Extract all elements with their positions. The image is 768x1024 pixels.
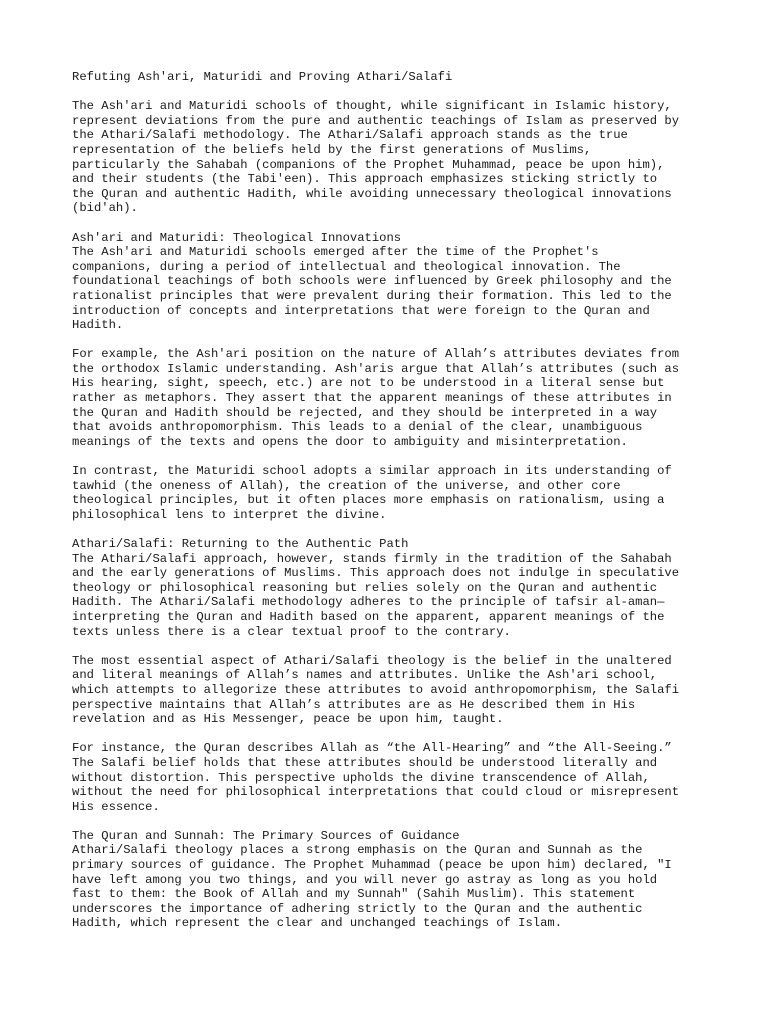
section-block [72, 654, 712, 727]
paragraph [72, 741, 712, 814]
paragraph-line: foundational teachings of both schools were influenced by Greek philosophy and the [72, 274, 672, 289]
paragraph-line: interpreting the Quran and Hadith based on the apparent, apparent meanings of the [72, 609, 665, 624]
paragraph-line: representation of the beliefs held by the first generations of Muslims, [72, 142, 592, 157]
paragraph-line: the Quran and authentic Hadith, while avoiding unnecessary theological innovations [72, 186, 672, 201]
paragraph-line: theology or philosophical reasoning but relies solely on the Quran and authentic [72, 580, 658, 595]
paragraph-line: His hearing, sight, speech, etc.) are not to be understood in a literal sense but [72, 376, 665, 391]
paragraph [72, 99, 712, 216]
paragraph-line: the Athari/Salafi methodology. The Athari/Salafi approach stands as the true [72, 128, 628, 143]
paragraph-line: primary sources of guidance. The Prophet Muhammad (peace be upon him) declared, "I [72, 858, 672, 873]
paragraph-line: underscores the importance of adhering strictly to the Quran and the authentic [72, 901, 643, 916]
paragraph-line: (bid'ah). [72, 201, 138, 216]
paragraph-line: theological principles, but it often places more emphasis on rationalism, using a [72, 493, 665, 508]
paragraph-line: that avoids anthropomorphism. This leads to a denial of the clear, unambiguous [72, 420, 643, 435]
paragraph-line: Athari/Salafi theology places a strong emphasis on the Quran and Sunnah as the [72, 843, 643, 858]
document-title: Refuting Ash'ari, Maturidi and Proving Athari/Salafi [72, 70, 453, 84]
paragraph-line: The most essential aspect of Athari/Salafi theology is the belief in the unaltered [72, 653, 672, 668]
document-page [72, 70, 712, 946]
section-block [72, 347, 712, 449]
paragraph-line: The Salafi belief holds that these attributes should be understood literally and [72, 755, 658, 770]
paragraph-line: For example, the Ash'ari position on the nature of Allah’s attributes deviates from [72, 347, 680, 362]
paragraph-line: texts unless there is a clear textual proof to the contrary. [72, 624, 511, 639]
paragraph-line: philosophical lens to interpret the divine. [72, 507, 387, 522]
paragraph [72, 347, 712, 449]
paragraph-line: rationalist principles that were prevalent during their formation. This led to the [72, 288, 672, 303]
paragraph-line: without the need for philosophical interpretations that could cloud or misrepresent [72, 785, 680, 800]
paragraph-line: For instance, the Quran describes Allah as “the All-Hearing” and “the All-Seeing.” [72, 741, 672, 756]
paragraph-line: The Ash'ari and Maturidi schools of thought, while significant in Islamic history, [72, 99, 672, 114]
section-heading: Athari/Salafi: Returning to the Authentic Path [72, 537, 409, 551]
paragraph-line: In contrast, the Maturidi school adopts a similar approach in its understanding of [72, 464, 672, 479]
paragraph-line: have left among you two things, and you will never go astray as long as you hold [72, 872, 658, 887]
section-block [72, 829, 712, 931]
paragraph [72, 552, 712, 640]
section-block [72, 537, 712, 639]
paragraph-line: His essence. [72, 799, 160, 814]
paragraph-line: represent deviations from the pure and authentic teachings of Islam as preserved by [72, 113, 680, 128]
paragraph-line: and their students (the Tabi'een). This approach emphasizes sticking strictly to [72, 172, 658, 187]
section-heading: The Quran and Sunnah: The Primary Sources of Guidance [72, 828, 460, 843]
paragraph-line: and the early generations of Muslims. This approach does not indulge in speculative [72, 566, 680, 581]
paragraph [72, 654, 712, 727]
paragraph [72, 245, 712, 333]
paragraph-line: fast to them: the Book of Allah and my Sunnah" (Sahih Muslim). This statement [72, 887, 636, 902]
section-block [72, 231, 712, 333]
section-block [72, 99, 712, 216]
paragraph-line: and literal meanings of Allah’s names and attributes. Unlike the Ash'ari school, [72, 668, 658, 683]
paragraph-line: introduction of concepts and interpretations that were foreign to the Quran and [72, 303, 650, 318]
paragraph-line: revelation and as His Messenger, peace be upon him, taught. [72, 712, 504, 727]
paragraph-line: Hadith. [72, 318, 124, 333]
paragraph-line: perspective maintains that Allah’s attributes are as He described them in His [72, 697, 636, 712]
paragraph-line: without distortion. This perspective upholds the divine transcendence of Allah, [72, 770, 650, 785]
paragraph-line: Hadith. The Athari/Salafi methodology adheres to the principle of tafsir al-aman— [72, 595, 665, 610]
paragraph-line: Hadith, which represent the clear and unchanged teachings of Islam. [72, 916, 563, 931]
paragraph-line: The Athari/Salafi approach, however, stands firmly in the tradition of the Sahabah [72, 551, 672, 566]
paragraph-line: particularly the Sahabah (companions of the Prophet Muhammad, peace be upon him), [72, 157, 665, 172]
paragraph [72, 464, 712, 522]
paragraph-line: the Quran and Hadith should be rejected, and they should be interpreted in a way [72, 405, 658, 420]
paragraph-line: meanings of the texts and opens the door to ambiguity and misinterpretation. [72, 434, 628, 449]
paragraph-line: rather as metaphors. They assert that the apparent meanings of these attributes in [72, 391, 672, 406]
paragraph-line: which attempts to allegorize these attributes to avoid anthropomorphism, the Salafi [72, 682, 680, 697]
document-body [72, 99, 712, 931]
paragraph-line: the orthodox Islamic understanding. Ash'aris argue that Allah’s attributes (such as [72, 361, 680, 376]
paragraph [72, 843, 712, 931]
paragraph-line: The Ash'ari and Maturidi schools emerged after the time of the Prophet's [72, 245, 599, 260]
section-block [72, 464, 712, 522]
paragraph-line: tawhid (the oneness of Allah), the creation of the universe, and other core [72, 478, 621, 493]
paragraph-line: companions, during a period of intellectual and theological innovation. The [72, 259, 621, 274]
section-block [72, 741, 712, 814]
section-heading: Ash'ari and Maturidi: Theological Innovations [72, 230, 402, 245]
